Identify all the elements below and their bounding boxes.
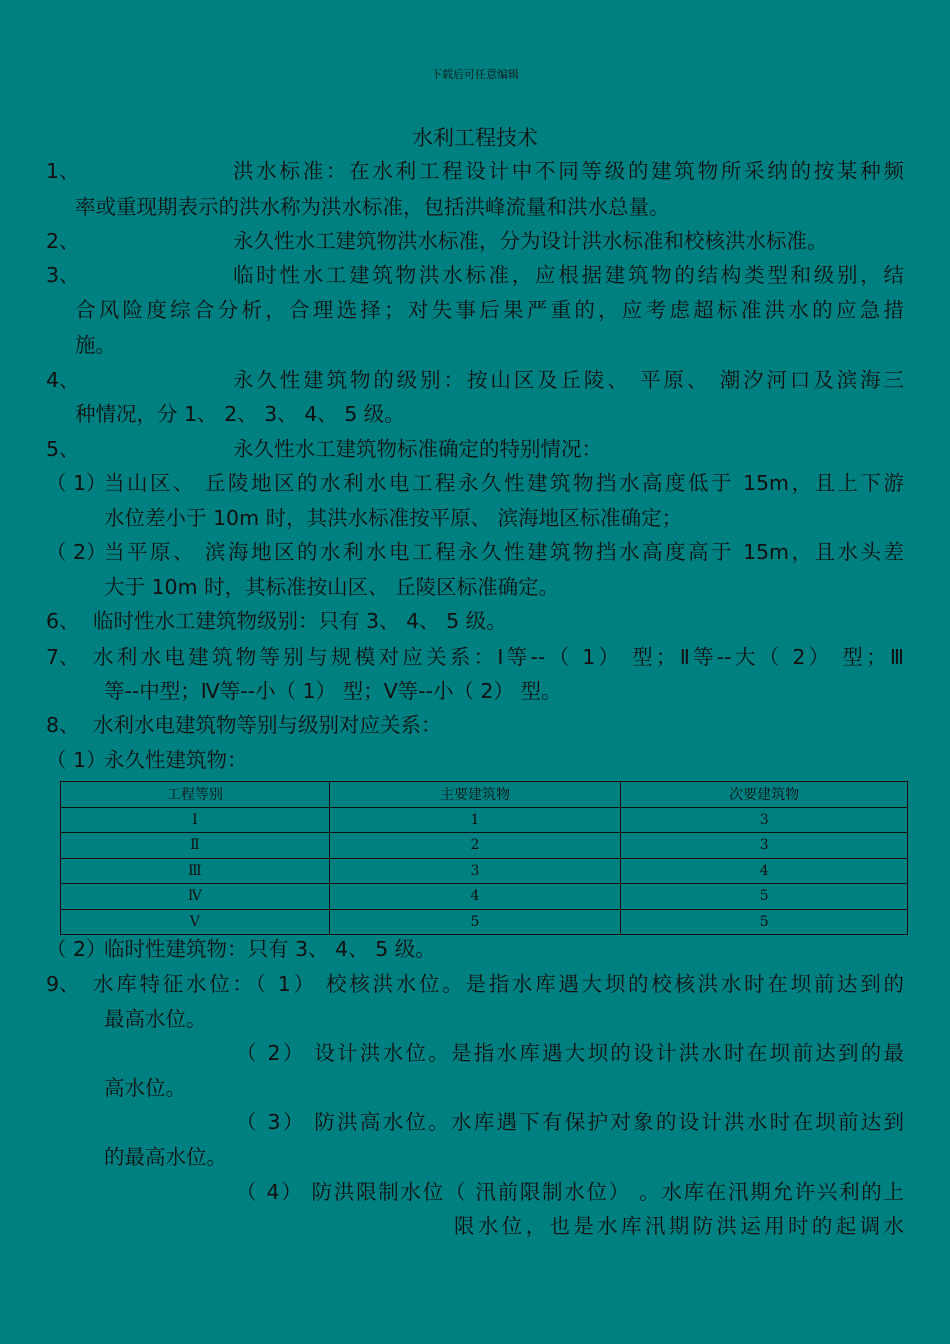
- item-number: 5、: [46, 437, 80, 461]
- item-text: 临时性水工建筑物级别：只有 3、 4、 5 级。: [93, 609, 507, 633]
- table-cell: 4: [621, 858, 908, 884]
- item-number: （ 1）: [46, 748, 107, 772]
- item-number: 9、: [46, 972, 80, 996]
- item-text: （ 2） 设计洪水位。是指水库遇大坝的设计洪水时在坝前达到的最: [236, 1041, 904, 1065]
- table-cell: Ⅰ: [61, 807, 330, 833]
- item-number: 2、: [46, 229, 80, 253]
- table-header-cell: 工程等别: [61, 782, 330, 808]
- table-cell: Ⅴ: [61, 909, 330, 935]
- item-text: 等--中型；Ⅳ等--小（ 1） 型；Ⅴ等--小（ 2） 型。: [104, 679, 562, 703]
- item-text: 洪水标准：在水利工程设计中不同等级的建筑物所采纳的按某种频: [233, 159, 904, 183]
- item-text: （ 4） 防洪限制水位（ 汛前限制水位） 。水库在汛期允许兴利的上: [236, 1180, 904, 1204]
- item-text: 永久性水工建筑物洪水标准，分为设计洪水标准和校核洪水标准。: [233, 229, 828, 253]
- item-number: 4、: [46, 368, 80, 392]
- table-cell: 3: [621, 833, 908, 859]
- item-number: 6、: [46, 609, 80, 633]
- item-text: 的最高水位。: [104, 1145, 227, 1169]
- item-text: 当平原、 滨海地区的水利水电工程永久性建筑物挡水高度高于 15m，且水头差: [104, 540, 904, 564]
- item-text: 水位差小于 10m 时，其洪水标准按平原、 滨海地区标准确定；: [104, 506, 683, 530]
- item-number: （ 1）: [46, 471, 107, 495]
- item-text: 合风险度综合分析，合理选择；对失事后果严重的，应考虑超标准洪水的应急措: [75, 298, 904, 322]
- table-header-row: [61, 782, 908, 808]
- item-number: 8、: [46, 713, 80, 737]
- grade-table: [60, 781, 908, 935]
- table-header-cell: 次要建筑物: [621, 782, 908, 808]
- item-text: 限水位，也是水库汛期防洪运用时的起调水: [454, 1214, 904, 1238]
- table-cell: 1: [329, 807, 621, 833]
- item-text: 高水位。: [104, 1076, 186, 1100]
- item-text: 施。: [75, 333, 116, 357]
- table-cell: 4: [329, 884, 621, 910]
- table-cell: Ⅲ: [61, 858, 330, 884]
- item-text: （ 3） 防洪高水位。水库遇下有保护对象的设计洪水时在坝前达到: [236, 1110, 904, 1134]
- item-text: 大于 10m 时，其标准按山区、 丘陵区标准确定。: [104, 575, 560, 599]
- table-cell: Ⅳ: [61, 884, 330, 910]
- table-cell: 2: [329, 833, 621, 859]
- table-header-cell: 主要建筑物: [329, 782, 621, 808]
- table-row: [61, 884, 908, 910]
- item-text: 率或重现期表示的洪水称为洪水标准，包括洪峰流量和洪水总量。: [75, 195, 670, 219]
- item-text: 临时性建筑物：只有 3、 4、 5 级。: [104, 937, 436, 961]
- item-text: 水库特征水位：（ 1） 校核洪水位。是指水库遇大坝的校核洪水时在坝前达到的: [93, 972, 904, 996]
- item-text: 永久性建筑物：: [104, 748, 248, 772]
- item-text: 水利水电建筑物等别与级别对应关系：: [93, 713, 442, 737]
- item-text: 水利水电建筑物等别与规模对应关系：Ⅰ等--（ 1） 型；Ⅱ等--大（ 2） 型；Ⅲ: [93, 645, 904, 669]
- item-text: 临时性水工建筑物洪水标准，应根据建筑物的结构类型和级别，结: [233, 263, 904, 287]
- table-cell: 5: [621, 909, 908, 935]
- page-title: 水利工程技术: [412, 126, 538, 150]
- table-row: [61, 833, 908, 859]
- item-text: 永久性水工建筑物标准确定的特别情况：: [233, 437, 602, 461]
- table-cell: 5: [329, 909, 621, 935]
- page-header: 下载后可任意编辑: [431, 68, 519, 81]
- item-text: 当山区、 丘陵地区的水利水电工程永久性建筑物挡水高度低于 15m，且上下游: [104, 471, 904, 495]
- item-text: 种情况，分 1、 2、 3、 4、 5 级。: [75, 402, 405, 426]
- item-number: （ 2）: [46, 937, 107, 961]
- item-number: （ 2）: [46, 540, 107, 564]
- item-text: 永久性建筑物的级别：按山区及丘陵、 平原、 潮汐河口及滨海三: [233, 368, 904, 392]
- table-cell: 3: [621, 807, 908, 833]
- table-row: [61, 807, 908, 833]
- item-number: 3、: [46, 263, 80, 287]
- table-row: [61, 858, 908, 884]
- item-number: 7、: [46, 645, 80, 669]
- table-cell: 5: [621, 884, 908, 910]
- table-row: [61, 909, 908, 935]
- item-number: 1、: [46, 159, 80, 183]
- table-cell: 3: [329, 858, 621, 884]
- item-text: 最高水位。: [104, 1007, 207, 1031]
- table-cell: Ⅱ: [61, 833, 330, 859]
